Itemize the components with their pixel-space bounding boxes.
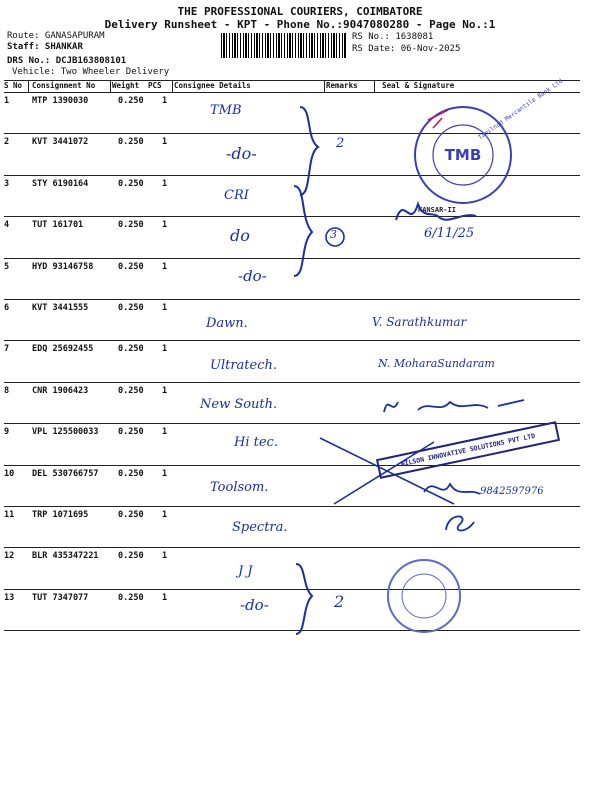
table-cell-wt: 0.250 <box>118 261 144 272</box>
table-cell-pcs: 1 <box>162 468 168 479</box>
brace-mark <box>288 560 328 640</box>
table-cell-sno: 12 <box>4 551 15 562</box>
table-cell-cn: EDQ 25692455 <box>32 344 94 355</box>
col-divider <box>374 80 375 92</box>
table-cell-pcs: 1 <box>162 137 168 148</box>
table-cell-sno: 2 <box>4 137 10 148</box>
signature-phone: 9842597976 <box>480 486 544 497</box>
table-cell-cn: DEL 530766757 <box>32 468 99 479</box>
table-cell-pcs: 1 <box>162 592 168 603</box>
table-cell-sno: 3 <box>4 178 10 189</box>
staff-label: Staff: SHANKAR <box>7 42 83 52</box>
drs-number: DRS No.: DCJB163808101 <box>7 56 127 66</box>
table-cell-sno: 8 <box>4 385 10 396</box>
table-cell-pcs: 1 <box>162 551 168 562</box>
table-cell-wt: 0.250 <box>118 303 144 313</box>
handwritten-consignee-13: -do- <box>240 596 269 614</box>
table-cell-sno: 7 <box>4 344 10 355</box>
handwritten-consignee-12: J J <box>238 564 253 579</box>
col-header-consignee: Consignee Details <box>174 81 251 90</box>
table-cell-cn: MTP 1390030 <box>32 96 89 106</box>
handwritten-consignee-7: Ultratech. <box>210 358 278 373</box>
table-cell-pcs: 1 <box>162 510 168 520</box>
table-cell-sno: 6 <box>4 303 10 313</box>
count-mark-3: 3 <box>330 228 337 241</box>
table-cell-pcs: 1 <box>162 385 168 396</box>
table-cell-wt: 0.250 <box>118 468 144 479</box>
handwritten-consignee-10: Toolsom. <box>210 480 269 495</box>
table-cell-sno: 13 <box>4 592 15 603</box>
table-cell-pcs: 1 <box>162 427 168 438</box>
table-cell-pcs: 1 <box>162 96 168 106</box>
row-rule <box>4 299 580 300</box>
row-rule <box>4 506 580 507</box>
handwritten-consignee-5: -do- <box>238 267 267 285</box>
handwritten-consignee-3: CRI <box>224 188 249 203</box>
table-cell-sno: 1 <box>4 96 10 106</box>
company-stamp: WILSON INNOVATIVE SOLUTIONS PVT LTD <box>376 421 560 479</box>
table-cell-wt: 0.250 <box>118 551 144 562</box>
table-cell-sno: 10 <box>4 468 15 479</box>
table-cell-cn: BLR 435347221 <box>32 551 99 562</box>
bank-stamp-name: Tamilnad Mercantile Bank Ltd <box>477 77 565 142</box>
col-divider <box>324 80 325 92</box>
signature-row-7: N. MoharaSundaram <box>378 357 495 370</box>
col-divider <box>172 80 173 92</box>
col-divider <box>28 80 29 92</box>
company-title: THE PROFESSIONAL COURIERS, COIMBATORE <box>177 5 423 18</box>
table-cell-wt: 0.250 <box>118 96 144 106</box>
table-cell-cn: TUT 7347077 <box>32 592 89 603</box>
table-cell-pcs: 1 <box>162 344 168 355</box>
table-cell-cn: TUT 161701 <box>32 220 84 231</box>
count-mark-13: 2 <box>334 592 345 611</box>
handwritten-consignee-1: TMB <box>210 103 242 118</box>
branch-label: KANSAR-II <box>418 206 456 214</box>
signature-row-8 <box>378 392 528 422</box>
table-cell-wt: 0.250 <box>118 592 144 603</box>
table-cell-sno: 11 <box>4 510 15 520</box>
table-cell-wt: 0.250 <box>118 427 144 438</box>
col-header-consignment: Consignment No <box>32 81 96 90</box>
table-cell-sno: 4 <box>4 220 10 231</box>
handwritten-consignee-2: -do- <box>226 144 257 163</box>
row-rule <box>4 340 580 341</box>
rs-number: RS No.: 1638081 <box>352 32 434 42</box>
row-rule <box>4 547 580 548</box>
table-cell-cn: HYD 93146758 <box>32 261 94 272</box>
table-cell-wt: 0.250 <box>118 220 144 231</box>
handwritten-consignee-9: Hi tec. <box>234 435 278 450</box>
table-cell-pcs: 1 <box>162 303 168 313</box>
table-cell-wt: 0.250 <box>118 385 144 396</box>
table-cell-pcs: 1 <box>162 178 168 189</box>
table-cell-wt: 0.250 <box>118 178 144 189</box>
col-header-seal: Seal & Signature <box>382 81 455 90</box>
table-cell-pcs: 1 <box>162 220 168 231</box>
row-rule <box>4 382 580 383</box>
runsheet-subtitle: Delivery Runsheet - KPT - Phone No.:9047080280 - Page No.:1 <box>104 18 496 31</box>
table-cell-sno: 9 <box>4 427 10 438</box>
route-label: Route: GANASAPURAM <box>7 31 105 41</box>
row-rule <box>4 465 580 466</box>
col-header-remarks: Remarks <box>326 81 358 90</box>
signature-row-11 <box>440 508 480 538</box>
header-rule <box>4 92 580 93</box>
table-cell-cn: VPL 125500033 <box>32 427 99 438</box>
table-cell-cn: CNR 1906423 <box>32 385 89 396</box>
col-header-weight: Weight <box>112 81 140 90</box>
vehicle-label: Vehicle: Two Wheeler Delivery <box>12 67 170 77</box>
table-cell-cn: KVT 3441072 <box>32 137 89 148</box>
col-header-pcs: PCS <box>148 81 162 90</box>
table-cell-wt: 0.250 <box>118 137 144 148</box>
table-cell-wt: 0.250 <box>118 344 144 355</box>
table-cell-sno: 5 <box>4 261 10 272</box>
col-divider <box>110 80 111 92</box>
handwritten-consignee-11: Spectra. <box>232 520 288 535</box>
signature-row-6: V. Sarathkumar <box>372 315 467 329</box>
handwritten-consignee-6: Dawn. <box>206 316 248 331</box>
count-mark-2: 2 <box>336 136 345 151</box>
table-cell-wt: 0.250 <box>118 510 144 520</box>
bank-logo-text: TMB <box>444 146 482 164</box>
barcode <box>221 33 346 58</box>
handwritten-consignee-4: do <box>230 226 250 245</box>
signature-date: 6/11/25 <box>424 226 475 241</box>
table-cell-pcs: 1 <box>162 261 168 272</box>
col-header-sno: S No <box>4 81 23 90</box>
handwritten-consignee-8: New South. <box>200 397 278 412</box>
table-cell-cn: KVT 3441555 <box>32 303 89 313</box>
rs-date: RS Date: 06-Nov-2025 <box>352 44 461 54</box>
table-cell-cn: TRP 1071695 <box>32 510 89 520</box>
round-stamp <box>384 556 464 636</box>
row-rule <box>4 423 580 424</box>
table-cell-cn: STY 6190164 <box>32 178 89 189</box>
